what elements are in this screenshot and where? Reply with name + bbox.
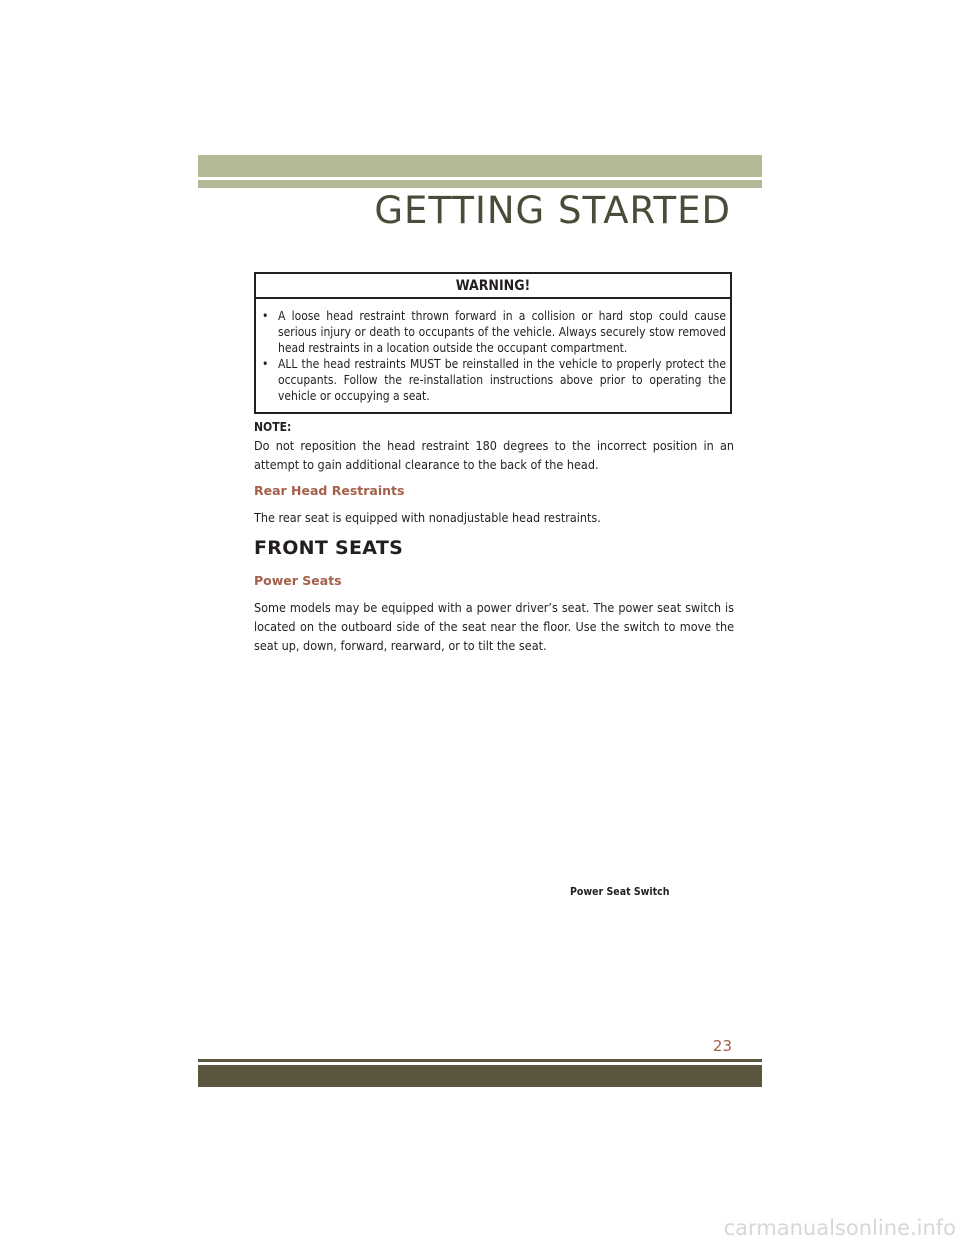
power-seats-heading: Power Seats bbox=[254, 573, 342, 588]
front-seats-heading: FRONT SEATS bbox=[254, 537, 404, 559]
warning-item bbox=[262, 356, 726, 404]
header-rule bbox=[198, 180, 762, 188]
note-label: NOTE: bbox=[254, 420, 292, 434]
warning-item-text: A loose head restraint thrown forward in a collision or hard stop could cause serious injury or death to occupants of the vehicle. Always securely stow removed head restraints in a location outside the occupant compartment. bbox=[278, 309, 726, 355]
header-bar bbox=[198, 155, 762, 177]
figure-caption: Power Seat Switch bbox=[570, 886, 670, 898]
footer-rule bbox=[198, 1059, 762, 1062]
page-number: 23 bbox=[712, 1037, 732, 1055]
watermark: carmanualsonline.info bbox=[723, 1216, 956, 1240]
power-seats-text: Some models may be equipped with a power driver’s seat. The power seat switch is located on the outboard side of the seat near the floor. Use the switch to move the seat up, down, forward, rearward, or to tilt the seat. bbox=[254, 600, 734, 653]
warning-title: WARNING! bbox=[256, 274, 730, 299]
warning-item bbox=[262, 308, 726, 356]
footer-bar bbox=[198, 1065, 762, 1087]
note-text: Do not reposition the head restraint 180 degrees to the incorrect position in an attempt to gain additional clearance to the back of the head. bbox=[254, 438, 734, 472]
bullet-icon: • bbox=[262, 357, 269, 371]
warning-box bbox=[254, 272, 732, 414]
rear-head-restraints-text: The rear seat is equipped with nonadjustable head restraints. bbox=[254, 510, 601, 525]
rear-head-restraints-heading: Rear Head Restraints bbox=[254, 483, 405, 498]
section-title: GETTING STARTED bbox=[374, 189, 731, 232]
bullet-icon: • bbox=[262, 309, 269, 323]
warning-list bbox=[256, 299, 730, 412]
warning-item-text: ALL the head restraints MUST be reinstalled in the vehicle to properly protect the occupants. Follow the re-installation instructions above prior to operating the vehicle or occupying a seat. bbox=[278, 357, 726, 403]
